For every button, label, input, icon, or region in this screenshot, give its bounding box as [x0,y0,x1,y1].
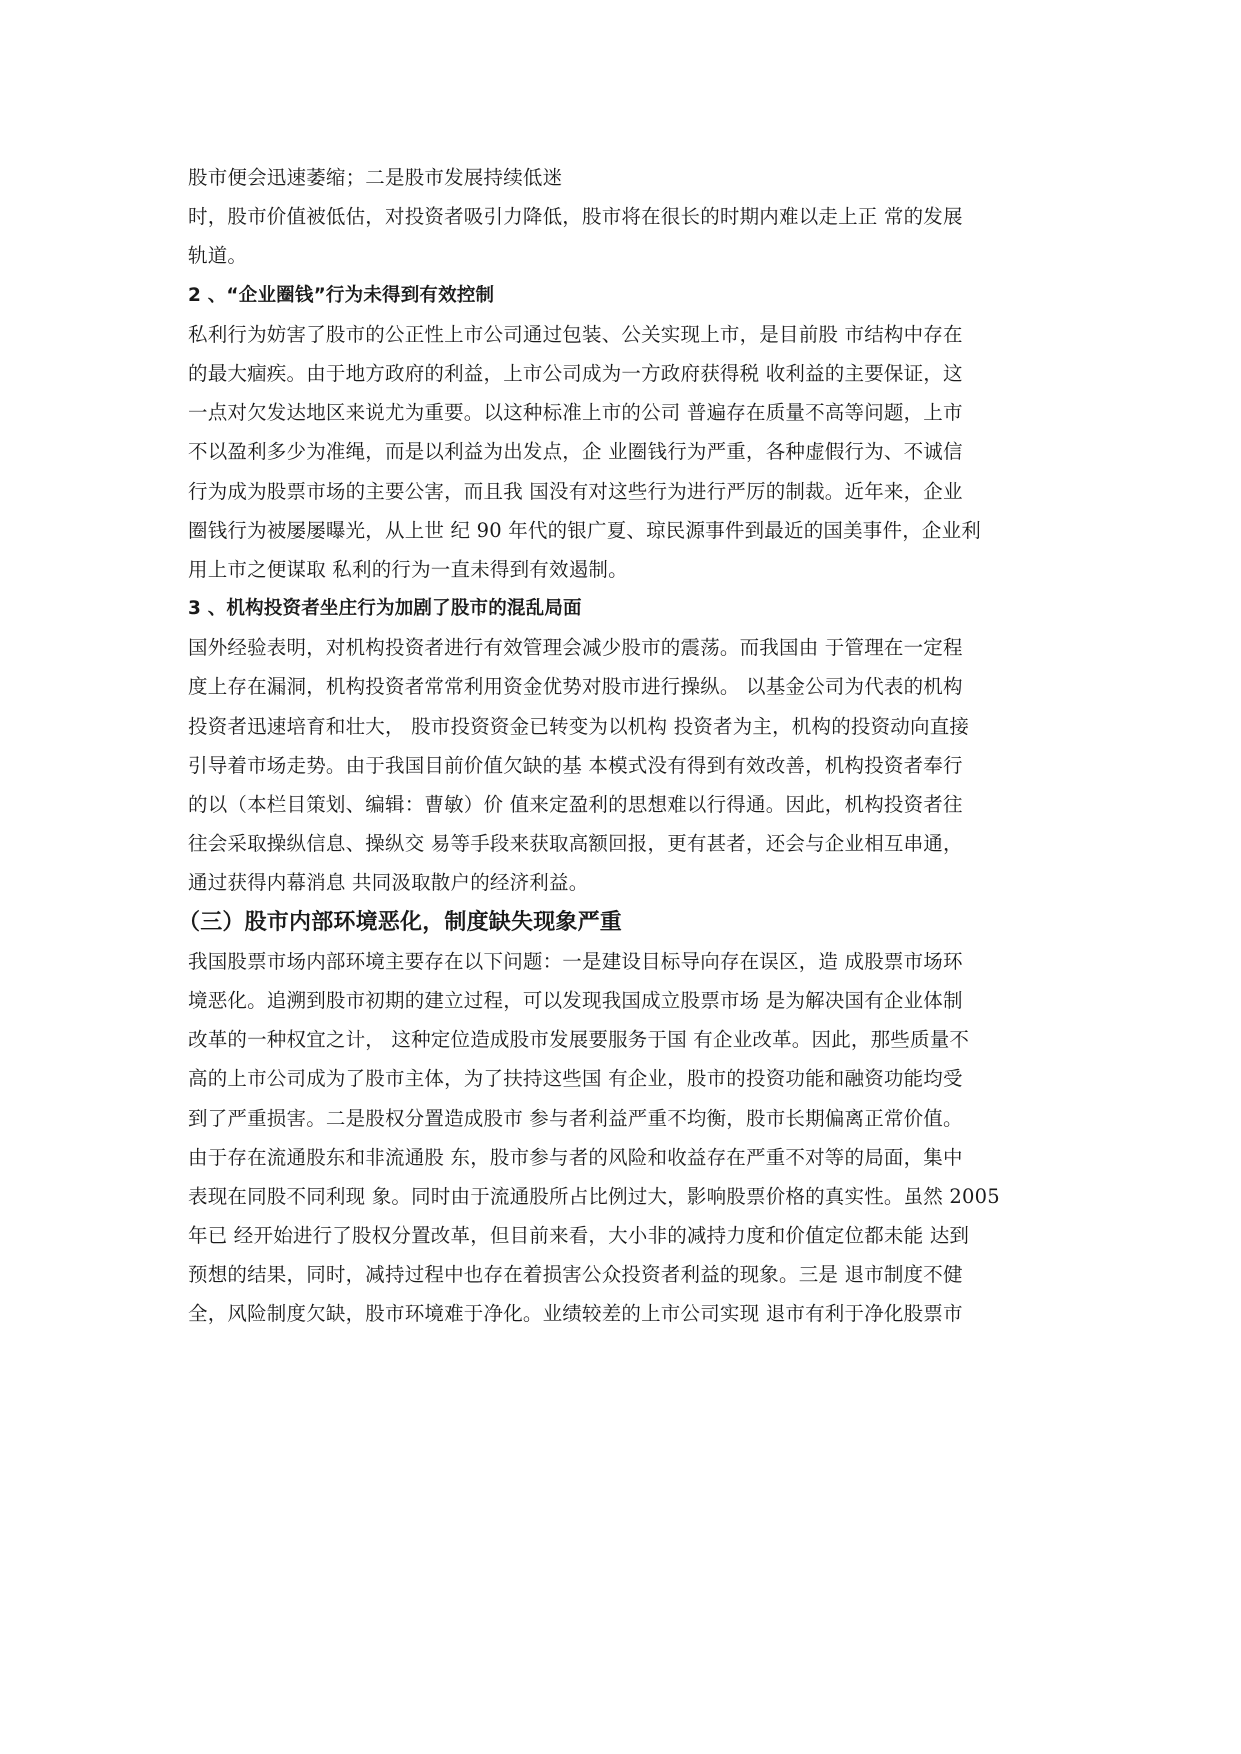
body-text-line: 一点对欠发达地区来说尤为重要。以这种标准上市的公司 普遍存在质量不高等问题，上市 [188,401,963,425]
body-text-line: 我国股票市场内部环境主要存在以下问题：一是建设目标导向存在误区，造 成股票市场环 [188,949,963,973]
body-text-line: 用上市之便谋取 私利的行为一直未得到有效遏制。 [188,557,628,581]
document-body [178,158,1068,1334]
body-text-line: 投资者迅速培育和壮大， 股市投资资金已转变为以机构 投资者为主，机构的投资动向直接 [188,714,970,738]
body-text-line: 表现在同股不同利现 象。同时由于流通股所占比例过大，影响股票价格的真实性。虽然 2005 [188,1184,1000,1208]
body-text-line: 私利行为妨害了股市的公正性上市公司通过包装、公关实现上市，是目前股 市结构中存在 [188,322,963,346]
body-text-line: 年已 经开始进行了股权分置改革，但目前来看，大小非的减持力度和价值定位都未能 达到 [188,1224,970,1248]
body-text-line: 的最大痼疾。由于地方政府的利益，上市公司成为一方政府获得税 收利益的主要保证，这 [188,361,963,385]
body-text-line: 的以（本栏目策划、编辑：曹敏）价 值来定盈利的思想难以行得通。因此，机构投资者往 [188,793,963,816]
body-text-line: 度上存在漏洞，机构投资者常常利用资金优势对股市进行操纵。 以基金公司为代表的机构 [188,675,963,699]
subsection-heading: 3 、机构投资者坐庄行为加剧了股市的混乱局面 [188,598,582,620]
body-text-line: 行为成为股票市场的主要公害，而且我 国没有对这些行为进行严厉的制裁。近年来，企业 [188,479,963,503]
body-text-line: 圈钱行为被屡屡曝光，从上世 纪 90 年代的银广夏、琼民源事件到最近的国美事件，企业利 [188,518,982,542]
section-heading: （三）股市内部环境恶化，制度缺失现象严重 [178,909,623,935]
body-text-line: 往会采取操纵信息、操纵交 易等手段来获取高额回报，更有甚者，还会与企业相互串通， [188,832,963,856]
body-text-line: 预想的结果，同时，减持过程中也存在着损害公众投资者利益的现象。三是 退市制度不健 [188,1263,963,1287]
body-text-line: 不以盈利多少为准绳，而是以利益为出发点，企 业圈钱行为严重，各种虚假行为、不诚信 [188,440,963,464]
body-text-line: 全，风险制度欠缺，股市环境难于净化。业绩较差的上市公司实现 退市有利于净化股票市 [188,1302,963,1326]
body-text-line: 由于存在流通股东和非流通股 东，股市参与者的风险和收益存在严重不对等的局面，集中 [188,1145,963,1169]
body-text-line: 时，股市价值被低估，对投资者吸引力降低，股市将在很长的时期内难以走上正 常的发展 [188,205,963,229]
body-text-line: 高的上市公司成为了股市主体，为了扶持这些国 有企业，股市的投资功能和融资功能均受 [188,1067,963,1091]
body-text-line: 股市便会迅速萎缩；二是股市发展持续低迷 [188,166,563,189]
body-text-line: 引导着市场走势。由于我国目前价值欠缺的基 本模式没有得到有效改善，机构投资者奉行 [188,753,963,777]
body-text-line: 境恶化。追溯到股市初期的建立过程，可以发现我国成立股票市场 是为解决国有企业体制 [188,988,963,1012]
body-text-line: 通过获得内幕消息 共同汲取散户的经济利益。 [188,871,589,895]
body-text-line: 到了严重损害。二是股权分置造成股市 参与者利益严重不均衡，股市长期偏离正常价值。 [188,1106,963,1130]
body-text-line: 国外经验表明，对机构投资者进行有效管理会减少股市的震荡。而我国由 于管理在一定程 [188,636,963,660]
body-text-line: 轨道。 [188,244,248,268]
subsection-heading: 2 、“企业圈钱”行为未得到有效控制 [188,284,495,306]
body-text-line: 改革的一种权宜之计， 这种定位造成股市发展要服务于国 有企业改革。因此，那些质量不 [188,1028,970,1052]
